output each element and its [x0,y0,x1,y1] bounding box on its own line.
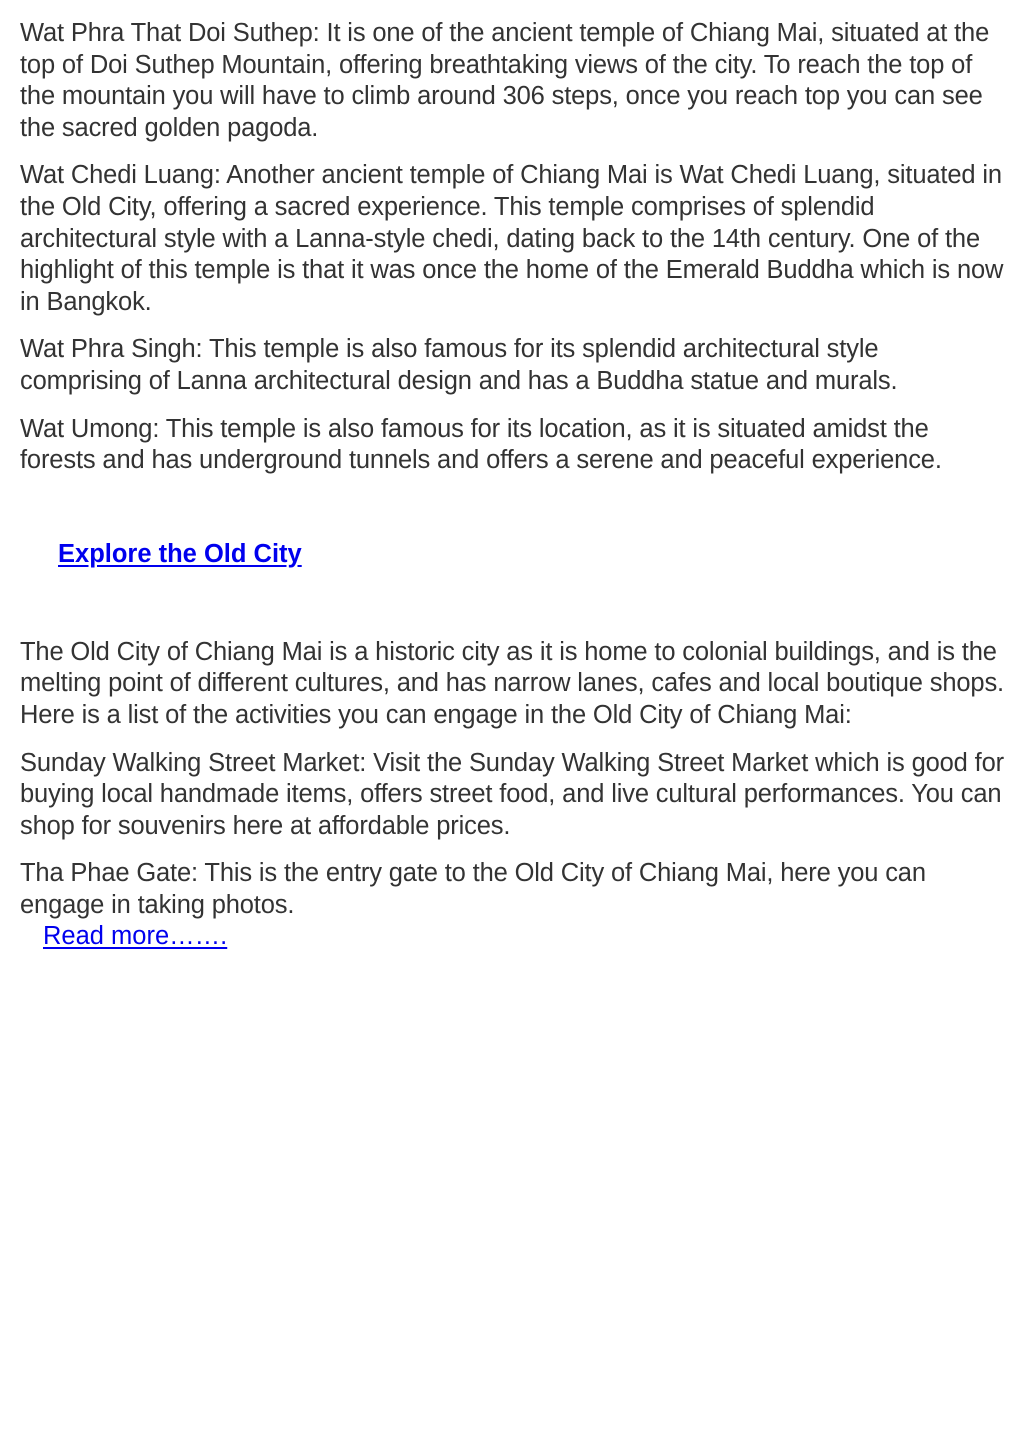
spacer [20,576,1005,637]
section-heading [20,540,1005,576]
temple-paragraph-phra-singh: Wat Phra Singh: This temple is also famous for its splendid architectural style comprising of Lanna architectural design and has a Buddha statue and murals. [20,335,898,395]
document-page [20,18,1005,953]
activity-paragraph-tha-phae-gate: Tha Phae Gate: This is the entry gate to the Old City of Chiang Mai, here you can engage in taking photos. [20,859,933,919]
temple-paragraph-chedi-luang: Wat Chedi Luang: Another ancient temple of Chiang Mai is Wat Chedi Luang, situated in the Old City, offering a sacred experience. This temple comprises of splendid architectural style with a Lanna-style chedi, dating back to the 14th century. One of the highlight of this temple is that it was once the home of the Emerald Buddha which is now in Bangkok. [20,161,1004,316]
old-city-intro-paragraph: The Old City of Chiang Mai is a historic city as it is home to colonial buildings, and is the melting point of different cultures, and has narrow lanes, cafes and local boutique shops. Here is a list of the activities you can engage in the Old City of Chiang Mai: [20,637,1004,729]
temple-paragraph-doi-suthep: Wat Phra That Doi Suthep: It is one of the ancient temple of Chiang Mai, situated at the top of Doi Suthep Mountain, offering breathtaking views of the city. To reach the top of the mountain you will have to climb around 306 steps, once you reach top you can see the sacred golden pagoda. [20,19,990,142]
explore-old-city-link[interactable]: Explore the Old City [58,539,302,568]
temple-paragraph-umong: Wat Umong: This temple is also famous for its location, as it is situated amidst the forests and has underground tunnels and offers a serene and peaceful experience. [20,414,942,475]
activity-paragraph-sunday-market: Sunday Walking Street Market: Visit the Sunday Walking Street Market which is good for buying local handmade items, offers street food, and live cultural performances. You can shop for souvenirs here at affordable prices. [20,748,1004,840]
read-more-link[interactable]: Read more……. [43,922,228,951]
